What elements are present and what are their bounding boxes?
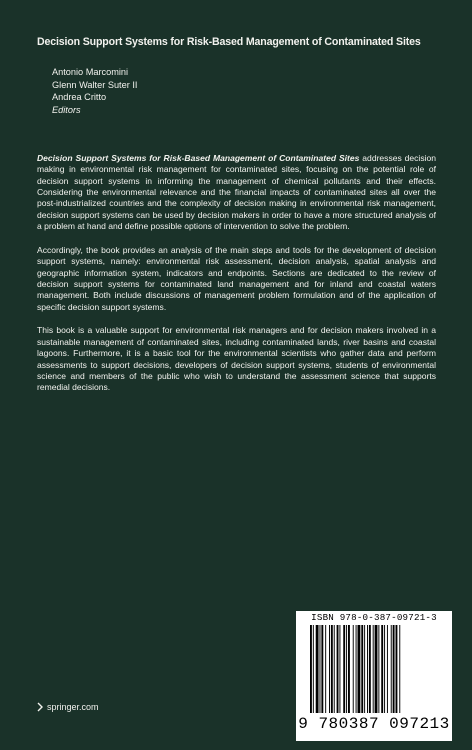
barcode-bar — [348, 625, 350, 713]
barcode-bar — [364, 625, 365, 713]
barcode-bar — [381, 625, 383, 713]
barcode-bar — [384, 625, 385, 713]
blurb-paragraph-2: Accordingly, the book provides an analysis of the main steps and tools for the development of decision support systems, namely: environmental risk assessment, decision analysis, spatial analysis and geographic information system, indicators and endpoints. Sections are dedicated to the review of decision support systems for contaminated land management and for inland and coastal waters management. Both include discussions of management problem formulation and of the application of specific decision support systems. — [37, 244, 436, 312]
barcode-bar — [331, 625, 333, 713]
barcode-bar — [339, 625, 340, 713]
barcode-bar — [320, 625, 321, 713]
barcode-bar — [399, 625, 400, 713]
barcode-bar — [334, 625, 335, 713]
editor-name: Antonio Marcomini — [52, 67, 129, 77]
barcode-bar — [343, 625, 345, 713]
barcode-digits: 9 780387 097213 — [298, 715, 450, 733]
barcode-bar — [391, 625, 392, 713]
barcode-bar — [356, 625, 357, 713]
barcode-bar — [375, 625, 378, 713]
barcode-bar — [329, 625, 330, 713]
isbn-label: ISBN 978-0-387-09721-3 — [311, 612, 437, 623]
barcode-bar — [310, 625, 312, 713]
springer-chevron-icon — [37, 702, 44, 712]
blurb-paragraph-1 — [37, 153, 436, 232]
barcode-bar — [378, 625, 379, 713]
barcode-bar — [358, 625, 361, 713]
barcode-bar — [353, 625, 354, 713]
barcode-image — [308, 625, 440, 715]
editors-block — [52, 66, 137, 116]
blurb-paragraph-1-text: addresses decision making in environmental risk management for contaminated sites, focusing on the potential role of decision support systems in informing the management of chemical pollutants and their effects. Considering the environmental relevance and the financial impacts of contaminated sites all over the post-industrialized countries and the complexity of decision making in environmental risk management, decision support systems can be used by decision makers in order to have a more structured analysis of a problem at hand and define possible options of intervention to solve the problem. — [37, 153, 436, 232]
blurb-paragraph-3: This book is a valuable support for environmental risk managers and for decision makers involved in a sustainable management of contaminated sites, including contaminated lands, river basins and coastal lagoons. Furthermore, it is a basic tool for the environmental scientists who gather data and perform assessments to support decisions, developers of decision support systems, students of environmental science and members of the public who wish to understand the assessment science that supports remedial decisions. — [37, 325, 436, 393]
barcode-bar — [337, 625, 339, 713]
barcode-bar — [369, 625, 371, 713]
barcode-bar — [387, 625, 388, 713]
publisher-url: springer.com — [47, 702, 99, 712]
barcode-bar — [325, 625, 326, 713]
blurb — [37, 153, 436, 406]
barcode-bar — [367, 625, 368, 713]
barcode-bar — [316, 625, 319, 713]
barcode-bar — [396, 625, 398, 713]
editor-name: Glenn Walter Suter II — [52, 79, 138, 90]
barcode-bar — [321, 625, 323, 713]
barcode-bar — [346, 625, 347, 713]
barcode-bar — [361, 625, 363, 713]
editor-name: Andrea Critto — [52, 92, 107, 102]
publisher-link[interactable] — [37, 702, 99, 712]
book-title: Decision Support Systems for Risk-Based Management of Contaminated Sites — [37, 36, 421, 48]
blurb-title-lead: Decision Support Systems for Risk-Based Management of Contaminated Sites — [37, 153, 360, 163]
barcode-box — [296, 611, 452, 741]
barcode-bar — [373, 625, 374, 713]
barcode-bar — [393, 625, 395, 713]
barcode-bar — [313, 625, 314, 713]
editors-role: Editors — [52, 104, 81, 115]
